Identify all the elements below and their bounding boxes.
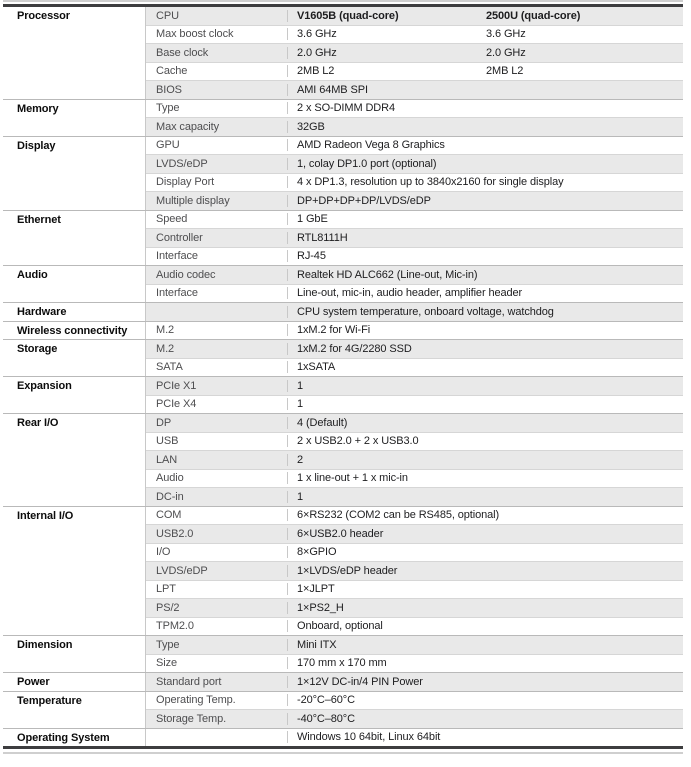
spec-row	[146, 7, 683, 25]
spec-section	[3, 7, 683, 99]
category-cell: Memory	[3, 100, 145, 136]
spec-key: M.2	[156, 342, 175, 355]
spec-key: Controller	[156, 231, 203, 244]
section-rows	[145, 414, 683, 506]
spec-value: 1×PS2_H	[287, 602, 683, 614]
category-cell: Storage	[3, 340, 145, 376]
spec-row	[146, 322, 683, 340]
spec-value-secondary: 3.6 GHz	[486, 28, 526, 41]
spec-row	[146, 636, 683, 654]
spec-row	[146, 543, 683, 562]
category-cell: Temperature	[3, 692, 145, 728]
spec-section	[3, 672, 683, 691]
spec-section	[3, 376, 683, 413]
spec-row	[146, 228, 683, 247]
spec-row	[146, 469, 683, 488]
category-cell: Rear I/O	[3, 414, 145, 506]
section-rows	[145, 100, 683, 136]
spec-row	[146, 43, 683, 62]
spec-row	[146, 340, 683, 358]
spec-key: Type	[156, 102, 180, 115]
spec-key: LPT	[156, 583, 176, 596]
spec-key: USB2.0	[156, 527, 194, 540]
spec-row	[146, 395, 683, 414]
spec-key: Audio codec	[156, 268, 216, 281]
spec-key: I/O	[156, 546, 171, 559]
spec-key: PCIe X1	[156, 379, 197, 392]
spec-key: DC-in	[156, 490, 184, 503]
spec-key: Interface	[156, 287, 198, 300]
spec-section	[3, 413, 683, 506]
spec-key: LAN	[156, 453, 178, 466]
spec-value: Realtek HD ALC662 (Line-out, Mic-in)	[287, 269, 683, 281]
section-rows	[145, 377, 683, 413]
spec-row	[146, 598, 683, 617]
spec-key: Max boost clock	[156, 28, 234, 41]
spec-key: Storage Temp.	[156, 712, 227, 725]
spec-key: Display Port	[156, 176, 215, 189]
spec-row	[146, 25, 683, 44]
spec-key: M.2	[156, 324, 175, 337]
spec-value: 2 x USB2.0 + 2 x USB3.0	[287, 435, 683, 447]
section-rows	[145, 266, 683, 302]
section-rows	[145, 729, 683, 747]
spec-value-secondary: 2500U (quad-core)	[486, 9, 581, 22]
spec-section	[3, 506, 683, 636]
category-cell: Ethernet	[3, 211, 145, 266]
spec-row	[146, 284, 683, 303]
spec-value: 1×JLPT	[287, 583, 683, 595]
category-cell: Wireless connectivity	[3, 322, 145, 340]
spec-value: -40°C–80°C	[287, 713, 683, 725]
spec-value: 3.6 GHz	[287, 28, 486, 40]
category-cell: Internal I/O	[3, 507, 145, 636]
spec-key: Base clock	[156, 46, 209, 59]
spec-section	[3, 321, 683, 340]
spec-value: 4 (Default)	[287, 417, 683, 429]
spec-row	[146, 358, 683, 377]
spec-key: CPU	[156, 9, 179, 22]
spec-value: 1 x line-out + 1 x mic-in	[287, 472, 683, 484]
spec-row	[146, 117, 683, 136]
spec-key: Standard port	[156, 675, 222, 688]
spec-key: Multiple display	[156, 194, 230, 207]
spec-row	[146, 247, 683, 266]
section-rows	[145, 137, 683, 210]
spec-key: LVDS/eDP	[156, 157, 208, 170]
spec-row	[146, 654, 683, 673]
spec-row	[146, 377, 683, 395]
spec-row	[146, 507, 683, 525]
spec-section	[3, 339, 683, 376]
spec-row	[146, 729, 683, 747]
spec-value: 1	[287, 380, 683, 392]
spec-value: Line-out, mic-in, audio header, amplifier header	[287, 287, 683, 299]
spec-key: Speed	[156, 213, 188, 226]
spec-value: 1	[287, 398, 683, 410]
spec-section	[3, 635, 683, 672]
spec-section	[3, 691, 683, 728]
spec-value: 2	[287, 454, 683, 466]
spec-key: COM	[156, 509, 182, 522]
spec-value: 2MB L2	[287, 65, 486, 77]
spec-value: 8×GPIO	[287, 546, 683, 558]
spec-value: 2 x SO-DIMM DDR4	[287, 102, 683, 114]
spec-key: Cache	[156, 65, 188, 78]
spec-value: 1xSATA	[287, 361, 683, 373]
spec-key: Type	[156, 638, 180, 651]
spec-value: Onboard, optional	[287, 620, 683, 632]
spec-value: 4 x DP1.3, resolution up to 3840x2160 for single display	[287, 176, 683, 188]
spec-section	[3, 265, 683, 302]
spec-key: DP	[156, 416, 172, 429]
spec-key: LVDS/eDP	[156, 564, 208, 577]
spec-key: Audio	[156, 472, 184, 485]
spec-value: 2.0 GHz	[287, 47, 486, 59]
spec-value: V1605B (quad-core)	[287, 10, 486, 22]
spec-value: CPU system temperature, onboard voltage, watchdog	[287, 306, 683, 318]
bottom-light-rule	[3, 752, 683, 754]
spec-row	[146, 561, 683, 580]
spec-key: SATA	[156, 361, 183, 374]
spec-value-secondary: 2.0 GHz	[486, 46, 526, 59]
spec-row	[146, 266, 683, 284]
spec-key: GPU	[156, 139, 180, 152]
section-rows	[145, 507, 683, 636]
spec-value: 1×12V DC-in/4 PIN Power	[287, 676, 683, 688]
spec-value: -20°C–60°C	[287, 694, 683, 706]
spec-row	[146, 580, 683, 599]
spec-key: USB	[156, 435, 179, 448]
category-cell: Processor	[3, 7, 145, 99]
category-cell: Operating System	[3, 729, 145, 747]
spec-row	[146, 692, 683, 710]
table-body	[3, 7, 683, 746]
spec-row	[146, 303, 683, 321]
spec-row	[146, 450, 683, 469]
spec-value: 1 GbE	[287, 213, 683, 225]
spec-value: RJ-45	[287, 250, 683, 262]
spec-table	[3, 0, 683, 754]
spec-value: 6×RS232 (COM2 can be RS485, optional)	[287, 509, 683, 521]
spec-row	[146, 414, 683, 432]
spec-key: PS/2	[156, 601, 180, 614]
spec-row	[146, 673, 683, 691]
spec-row	[146, 524, 683, 543]
spec-row	[146, 191, 683, 210]
category-cell: Audio	[3, 266, 145, 302]
spec-row	[146, 432, 683, 451]
spec-key: BIOS	[156, 83, 182, 96]
category-cell: Expansion	[3, 377, 145, 413]
spec-value: 32GB	[287, 121, 683, 133]
spec-section	[3, 99, 683, 136]
spec-row	[146, 100, 683, 118]
spec-key: PCIe X4	[156, 398, 197, 411]
section-rows	[145, 322, 683, 340]
spec-value: RTL8111H	[287, 232, 683, 244]
spec-value: Windows 10 64bit, Linux 64bit	[287, 731, 683, 743]
category-cell: Dimension	[3, 636, 145, 672]
section-rows	[145, 340, 683, 376]
spec-value: 6×USB2.0 header	[287, 528, 683, 540]
spec-value-secondary: 2MB L2	[486, 65, 524, 78]
section-rows	[145, 636, 683, 672]
spec-value: DP+DP+DP+DP/LVDS/eDP	[287, 195, 683, 207]
spec-value: 1xM.2 for 4G/2280 SSD	[287, 343, 683, 355]
spec-section	[3, 302, 683, 321]
spec-value: AMD Radeon Vega 8 Graphics	[287, 139, 683, 151]
spec-key: Interface	[156, 250, 198, 263]
spec-row	[146, 62, 683, 81]
spec-value: 1xM.2 for Wi-Fi	[287, 324, 683, 336]
spec-value: 1	[287, 491, 683, 503]
category-cell: Display	[3, 137, 145, 210]
spec-row	[146, 211, 683, 229]
spec-key: Size	[156, 657, 177, 670]
spec-row	[146, 487, 683, 506]
spec-row	[146, 80, 683, 99]
section-rows	[145, 303, 683, 321]
spec-value: Mini ITX	[287, 639, 683, 651]
spec-value: 170 mm x 170 mm	[287, 657, 683, 669]
spec-key: Operating Temp.	[156, 694, 236, 707]
spec-key: TPM2.0	[156, 620, 194, 633]
spec-row	[146, 173, 683, 192]
spec-section	[3, 136, 683, 210]
spec-value: AMI 64MB SPI	[287, 84, 683, 96]
section-rows	[145, 673, 683, 691]
spec-section	[3, 210, 683, 266]
section-rows	[145, 7, 683, 99]
section-rows	[145, 211, 683, 266]
spec-row	[146, 154, 683, 173]
section-rows	[145, 692, 683, 728]
spec-row	[146, 709, 683, 728]
spec-row	[146, 617, 683, 636]
spec-value: 1×LVDS/eDP header	[287, 565, 683, 577]
category-cell: Hardware	[3, 303, 145, 321]
spec-value: 1, colay DP1.0 port (optional)	[287, 158, 683, 170]
category-cell: Power	[3, 673, 145, 691]
spec-key: Max capacity	[156, 120, 219, 133]
spec-section	[3, 728, 683, 747]
spec-row	[146, 137, 683, 155]
